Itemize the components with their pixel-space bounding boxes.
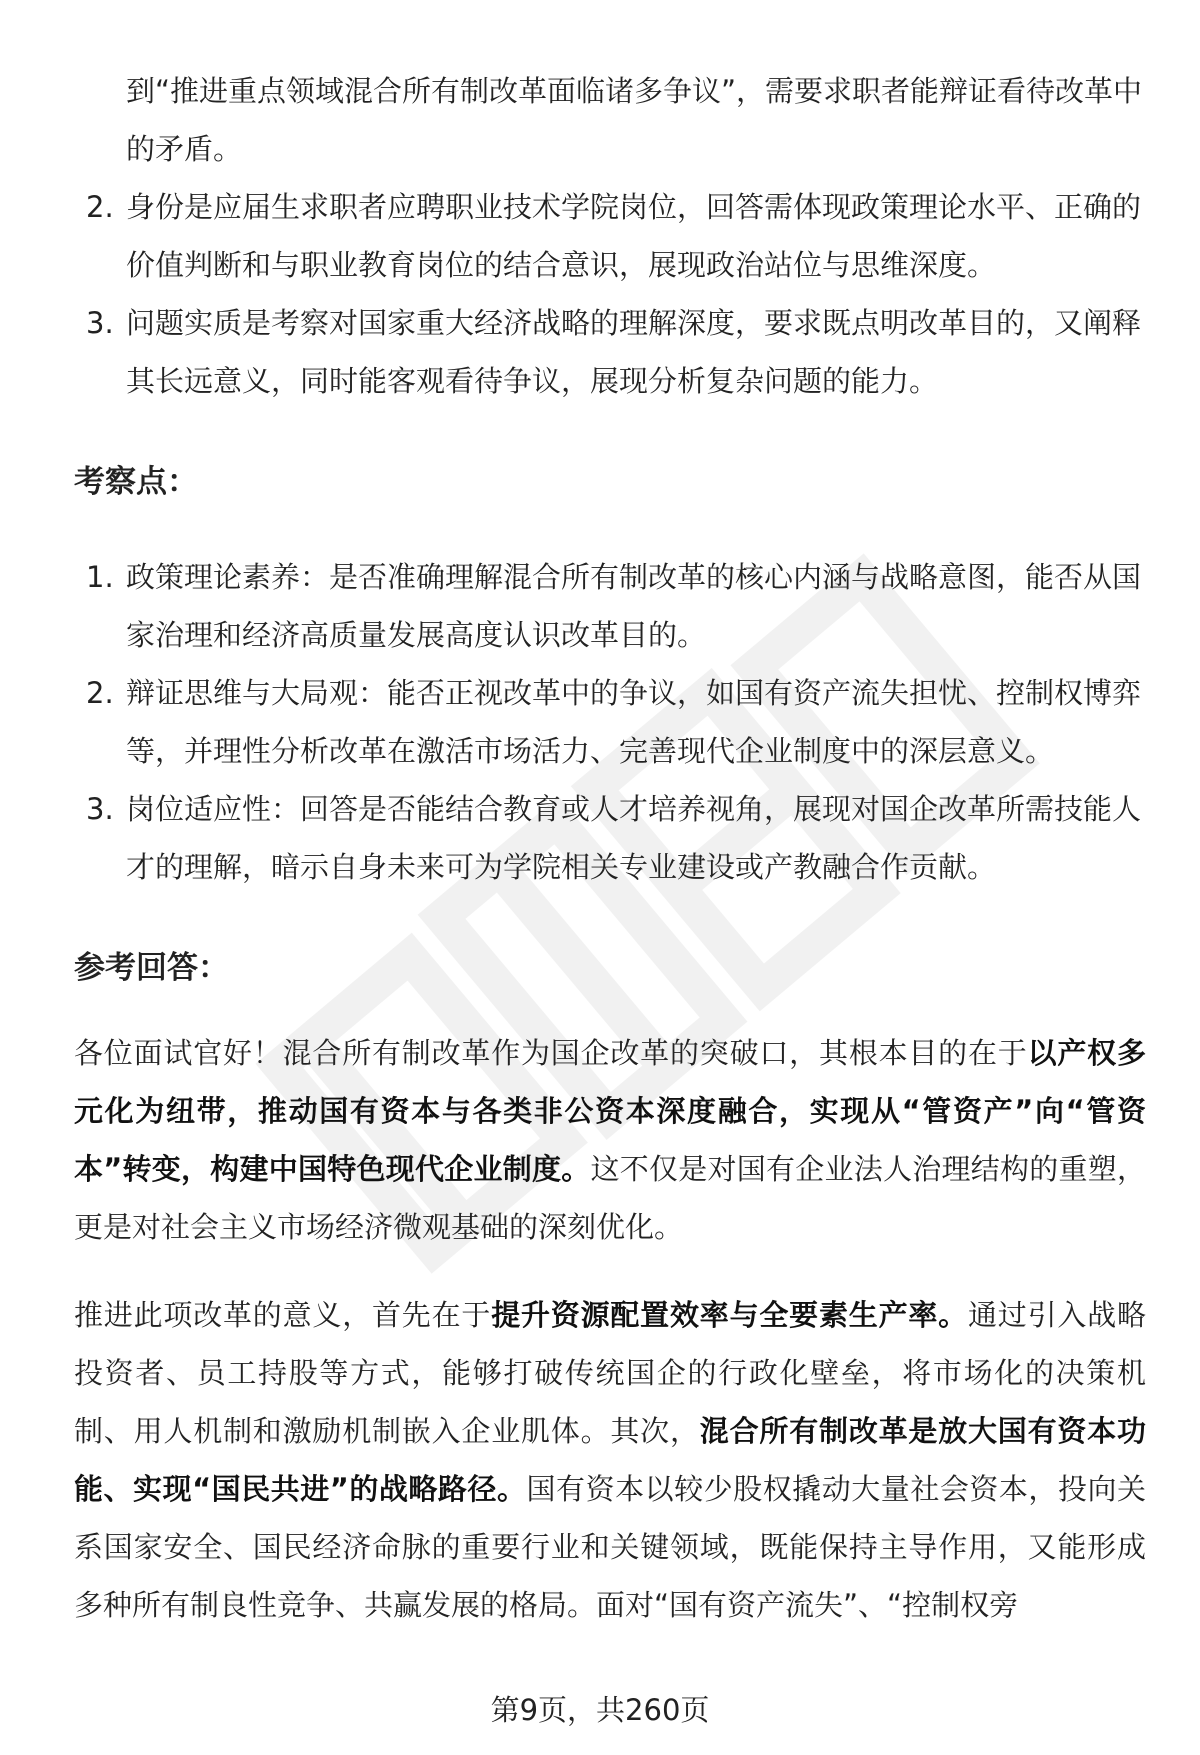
continuation-text: 到“推进重点领域混合所有制改革面临诸多争议”，需要求职者能辩证看待改革中的矛盾。 — [126, 74, 1143, 166]
section-heading-points: 考察点： — [74, 464, 198, 500]
answer-emphasis: 混合所有制改革是放大国有资本功能、实现“国民共进”的战略路径。 — [74, 1414, 1146, 1506]
list-item — [74, 178, 1146, 294]
list-number: 2. — [86, 190, 114, 224]
list-text: 辩证思维与大局观：能否正视改革中的争议，如国有资产流失担忧、控制权博弈等，并理性分析改革在激活市场活力、完善现代企业制度中的深层意义。 — [126, 676, 1142, 768]
page-number-footer: 第9页，共260页 — [490, 1693, 710, 1727]
list-text: 政策理论素养：是否准确理解混合所有制改革的核心内涵与战略意图，能否从国家治理和经济高质量发展高度认识改革目的。 — [126, 560, 1142, 652]
answer-text: 各位面试官好！混合所有制改革作为国企改革的突破口，其根本目的在于 — [74, 1036, 1028, 1070]
answer-text: 通过引入战略投资者、员工持股等方式，能够打破传统国企的行政化壁垒，将市场化的决策机制、用人机制和激励机制嵌入企业肌体。其次， — [74, 1298, 1146, 1448]
document-page — [74, 62, 1146, 1634]
list-number: 1. — [86, 560, 114, 594]
answer-emphasis: 以产权多元化为纽带，推动国有资本与各类非公资本深度融合，实现从“管资产”向“管资本”转变，构建中国特色现代企业制度。 — [74, 1036, 1146, 1186]
section-heading-answer: 参考回答： — [74, 950, 229, 986]
answer-text: 国有资本以较少股权撬动大量社会资本，投向关系国家安全、国民经济命脉的重要行业和关键领域，既能保持主导作用，又能形成多种所有制良性竞争、共赢发展的格局。面对“国有资产流失”、“控制权旁 — [74, 1472, 1146, 1622]
list-text: 身份是应届生求职者应聘职业技术学院岗位，回答需体现政策理论水平、正确的价值判断和与职业教育岗位的结合意识，展现政治站位与思维深度。 — [126, 190, 1142, 282]
answer-paragraph-1 — [74, 1024, 1146, 1256]
list-text: 岗位适应性：回答是否能结合教育或人才培养视角，展现对国企改革所需技能人才的理解，暗示自身未来可为学院相关专业建设或产教融合作贡献。 — [126, 792, 1142, 884]
list-text: 问题实质是考察对国家重大经济战略的理解深度，要求既点明改革目的，又阐释其长远意义，同时能客观看待争议，展现分析复杂问题的能力。 — [126, 306, 1142, 398]
list-item — [74, 664, 1146, 780]
points-list — [74, 548, 1146, 896]
answer-text: 推进此项改革的意义，首先在于 — [74, 1298, 492, 1332]
list-number: 3. — [86, 792, 114, 826]
answer-text: 这不仅是对国有企业法人治理结构的重塑，更是对社会主义市场经济微观基础的深刻优化。 — [74, 1152, 1146, 1244]
list-number: 3. — [86, 306, 114, 340]
list-item — [74, 780, 1146, 896]
list-number: 2. — [86, 676, 114, 710]
answer-paragraph-2 — [74, 1286, 1146, 1634]
answer-emphasis: 提升资源配置效率与全要素生产率。 — [491, 1298, 968, 1332]
list-item — [74, 294, 1146, 410]
list-item — [74, 548, 1146, 664]
analysis-list — [74, 178, 1146, 410]
intro-continuation — [74, 62, 1146, 178]
